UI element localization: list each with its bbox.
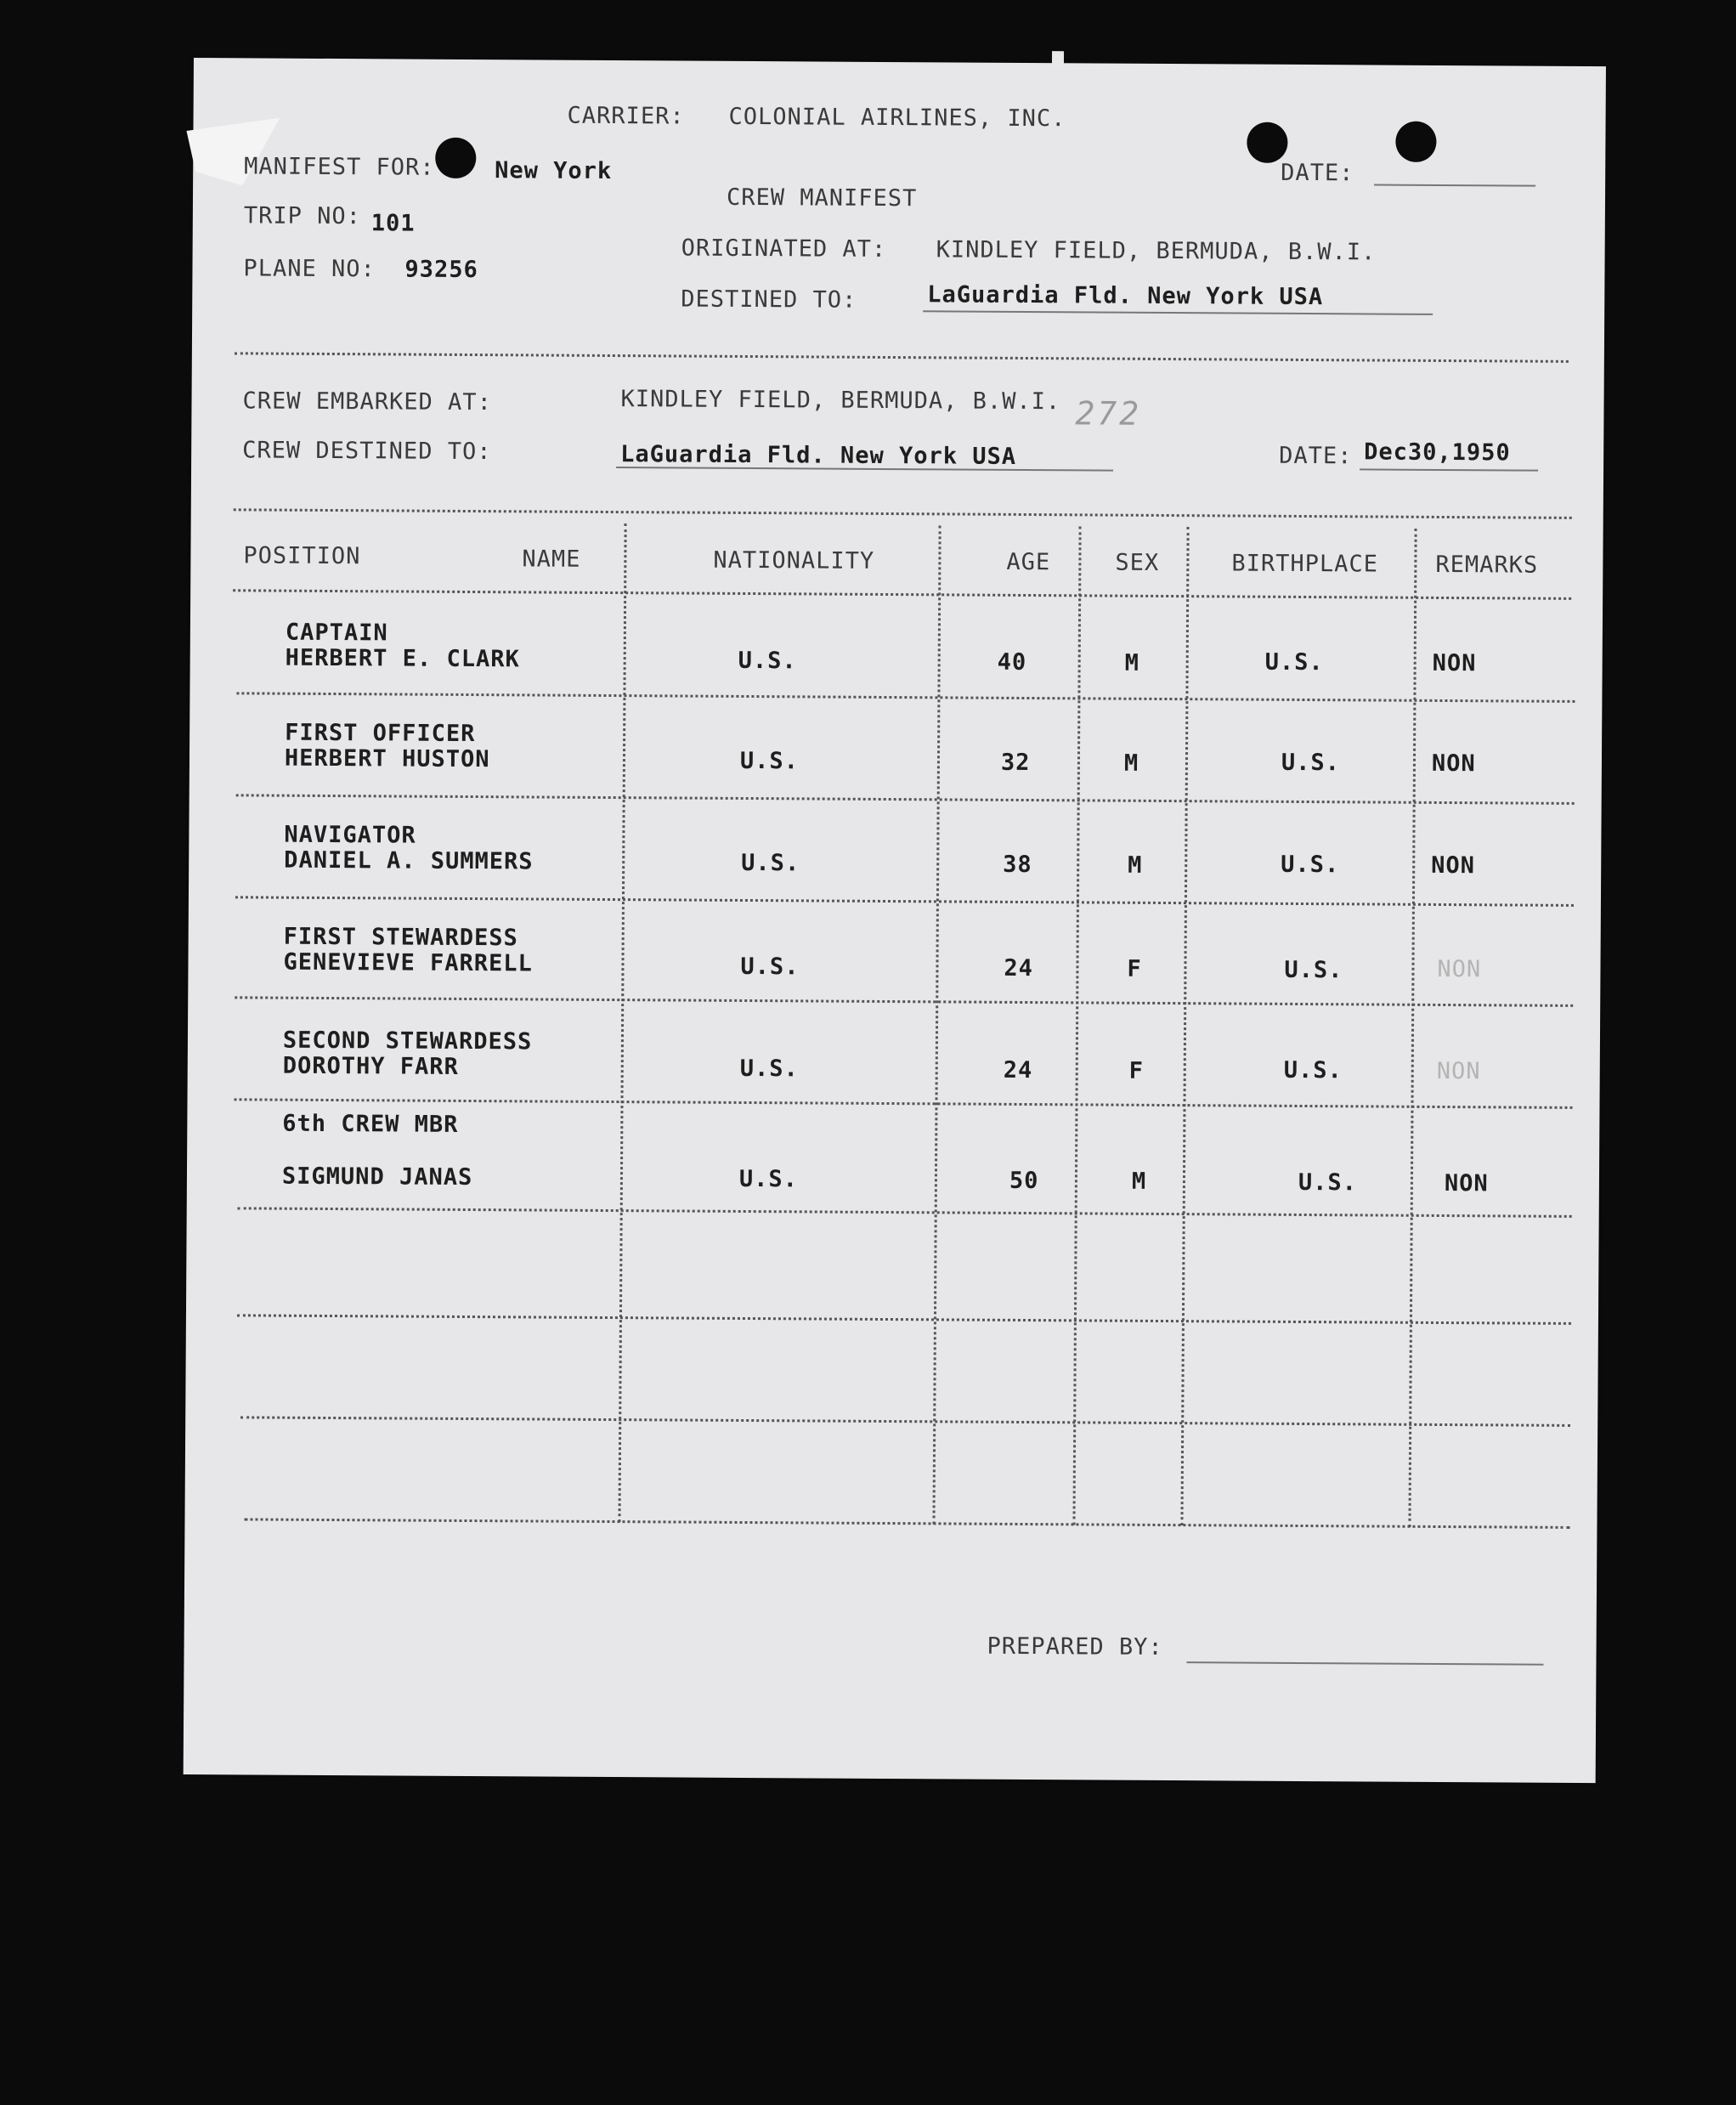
row-5-nationality: U.S. xyxy=(739,1055,799,1083)
row-6-remarks: NON xyxy=(1444,1170,1489,1197)
scan-mark xyxy=(1052,51,1064,68)
row-3-nationality: U.S. xyxy=(741,849,800,877)
row-5-position: SECOND STEWARDESS xyxy=(282,1027,533,1055)
prepared-by-label: PREPARED BY: xyxy=(987,1633,1163,1661)
crew-destined-value: LaGuardia Fld. New York USA xyxy=(620,441,1017,470)
header-age: AGE xyxy=(1006,548,1051,576)
row-4-remarks: NON xyxy=(1437,955,1482,983)
row-6-sex: M xyxy=(1131,1168,1147,1195)
column-divider xyxy=(1408,529,1417,1527)
row-1-remarks: NON xyxy=(1432,649,1477,677)
originated-label: ORIGINATED AT: xyxy=(681,235,887,263)
row-1-age: 40 xyxy=(997,648,1027,676)
divider xyxy=(235,352,1569,363)
row-divider xyxy=(235,896,1574,907)
plane-value: 93256 xyxy=(404,256,478,284)
row-4-name: GENEVIEVE FARRELL xyxy=(283,948,533,977)
header-remarks: REMARKS xyxy=(1435,551,1539,579)
carrier-value: COLONIAL AIRLINES, INC. xyxy=(728,103,1066,133)
row-4-age: 24 xyxy=(1004,954,1034,982)
stamp-number: 272 xyxy=(1075,394,1142,433)
row-divider xyxy=(235,1098,1573,1109)
row-5-name: DOROTHY FARR xyxy=(282,1052,459,1080)
crew-destined-underline xyxy=(616,467,1113,472)
embarked-value: KINDLEY FIELD, BERMUDA, B.W.I. xyxy=(620,386,1061,416)
row-3-name: DANIEL A. SUMMERS xyxy=(284,846,534,875)
row-3-remarks: NON xyxy=(1431,852,1476,880)
row-divider xyxy=(237,1314,1571,1325)
date-label: DATE: xyxy=(1281,159,1354,187)
crew-date-label: DATE: xyxy=(1279,442,1353,470)
punch-hole xyxy=(1395,122,1436,162)
header-nationality: NATIONALITY xyxy=(713,546,875,574)
row-1-sex: M xyxy=(1124,649,1140,676)
row-4-birthplace: U.S. xyxy=(1284,956,1343,984)
row-6-position: 6th CREW MBR xyxy=(282,1110,459,1138)
crew-date-value: Dec30,1950 xyxy=(1364,439,1511,467)
header-name: NAME xyxy=(522,546,581,573)
punch-hole xyxy=(435,138,476,178)
table-header-line xyxy=(233,589,1571,600)
row-2-name: HERBERT HUSTON xyxy=(284,744,490,773)
row-4-position: FIRST STEWARDESS xyxy=(283,923,518,952)
punch-hole xyxy=(1247,122,1287,163)
originated-value: KINDLEY FIELD, BERMUDA, B.W.I. xyxy=(936,236,1377,266)
destined-value: LaGuardia Fld. New York USA xyxy=(927,281,1324,311)
row-3-age: 38 xyxy=(1003,851,1032,879)
header-position: POSITION xyxy=(243,542,361,570)
row-2-remarks: NON xyxy=(1431,750,1476,778)
row-2-sex: M xyxy=(1123,750,1139,777)
row-divider xyxy=(236,692,1575,703)
prepared-by-line xyxy=(1186,1661,1543,1666)
row-3-position: NAVIGATOR xyxy=(284,821,416,849)
table-top-line xyxy=(234,508,1572,519)
manifest-for-label: MANIFEST FOR: xyxy=(244,153,435,181)
row-6-age: 50 xyxy=(1009,1167,1039,1195)
row-2-nationality: U.S. xyxy=(739,747,800,775)
row-2-position: FIRST OFFICER xyxy=(285,719,476,748)
row-1-birthplace: U.S. xyxy=(1264,648,1324,676)
manifest-page xyxy=(184,58,1606,1783)
date-line xyxy=(1374,184,1535,186)
embarked-label: CREW EMBARKED AT: xyxy=(242,388,492,416)
row-divider xyxy=(235,996,1573,1007)
destined-underline xyxy=(923,310,1433,315)
row-1-nationality: U.S. xyxy=(738,647,797,675)
column-divider xyxy=(1180,527,1189,1525)
header-sex: SEX xyxy=(1115,549,1160,576)
row-2-birthplace: U.S. xyxy=(1281,749,1341,777)
row-5-birthplace: U.S. xyxy=(1283,1056,1343,1084)
row-5-sex: F xyxy=(1128,1057,1145,1084)
column-divider xyxy=(932,525,941,1524)
row-2-age: 32 xyxy=(1000,749,1031,777)
row-3-sex: M xyxy=(1128,852,1143,879)
row-1-name: HERBERT E. CLARK xyxy=(285,644,520,673)
crew-date-underline xyxy=(1360,468,1538,471)
row-divider xyxy=(240,1416,1570,1427)
row-divider xyxy=(238,1207,1572,1218)
row-divider xyxy=(236,794,1575,805)
trip-label: TRIP NO: xyxy=(243,202,362,230)
carrier-label: CARRIER: xyxy=(567,102,685,130)
column-divider xyxy=(618,523,626,1522)
row-5-remarks: NON xyxy=(1436,1057,1481,1085)
row-6-name: SIGMUND JANAS xyxy=(281,1163,473,1191)
trip-value: 101 xyxy=(370,210,416,237)
row-1-position: CAPTAIN xyxy=(285,619,388,647)
table-bottom-line xyxy=(244,1518,1569,1529)
destined-label: DESTINED TO: xyxy=(681,286,857,314)
row-6-birthplace: U.S. xyxy=(1298,1169,1358,1197)
manifest-for-value: New York xyxy=(495,157,613,185)
column-divider xyxy=(1072,526,1081,1525)
row-6-nationality: U.S. xyxy=(738,1165,799,1193)
crew-destined-label: CREW DESTINED TO: xyxy=(242,437,492,466)
row-4-nationality: U.S. xyxy=(740,953,800,981)
header-birthplace: BIRTHPLACE xyxy=(1231,550,1379,578)
row-5-age: 24 xyxy=(1003,1056,1033,1084)
manifest-title: CREW MANIFEST xyxy=(726,184,918,212)
row-4-sex: F xyxy=(1127,955,1142,982)
row-3-birthplace: U.S. xyxy=(1281,851,1340,879)
plane-label: PLANE NO: xyxy=(243,255,376,283)
